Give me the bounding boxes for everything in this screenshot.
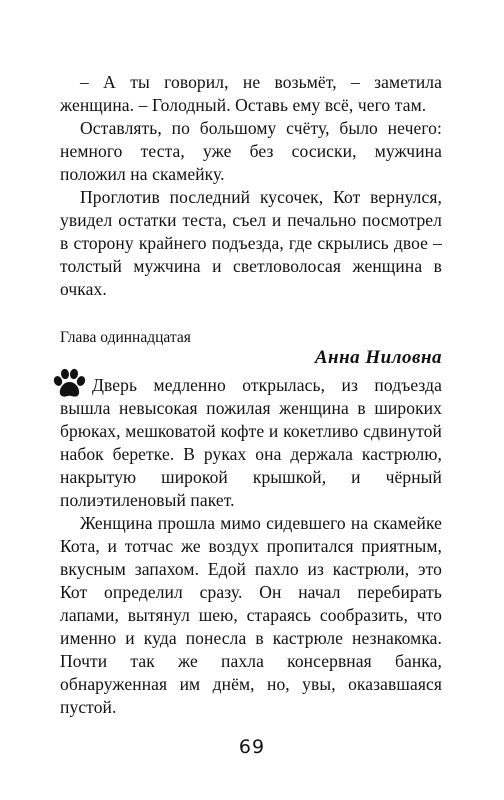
top-text-block	[60, 71, 442, 301]
paragraph: Женщина прошла мимо сидевшего на скамейке Кота, и тотчас же воздух пропитался приятным, вкусным запахом. Едой пахло из кастрюли, это Кот определил сразу. Он начал перебирать лапами, вытянул шею, стараясь сообразить, что именно и куда понесла в кастрюле незнакомка. Почти так же пахла консервная банка, обнаруженная им днём, но, увы, оказавшаяся пустой.	[60, 513, 442, 717]
paragraph: – А ты говорил, не возьмёт, – заметила женщина. – Голодный. Оставь ему всё, чего там.	[60, 72, 442, 115]
chapter-title: Анна Ниловна	[314, 347, 442, 368]
chapter-label: Глава одиннадцатая	[60, 329, 191, 346]
page-number: 69	[238, 736, 266, 758]
main-text-block	[60, 374, 442, 719]
paragraph: Дверь медленно открылась, из подъезда вышла невысокая пожилая женщина в широких брюках, мешковатой кофте и кокетливо сдвинутой набок беретке. В руках она держала кастрюлю, накрытую широкой крышкой, и чёрный полиэтиленовый пакет.	[60, 375, 442, 510]
paragraph: Оставлять, по большому счёту, было нечего: немного теста, уже без сосиски, мужчина положил на скамейку.	[60, 118, 442, 184]
paragraph: Проглотив последний кусочек, Кот вернулся, увидел остатки теста, съел и печально посмотрел в сторону крайнего подъезда, где скрылись двое – толстый мужчина и светловолосая женщина в очках.	[60, 187, 442, 299]
